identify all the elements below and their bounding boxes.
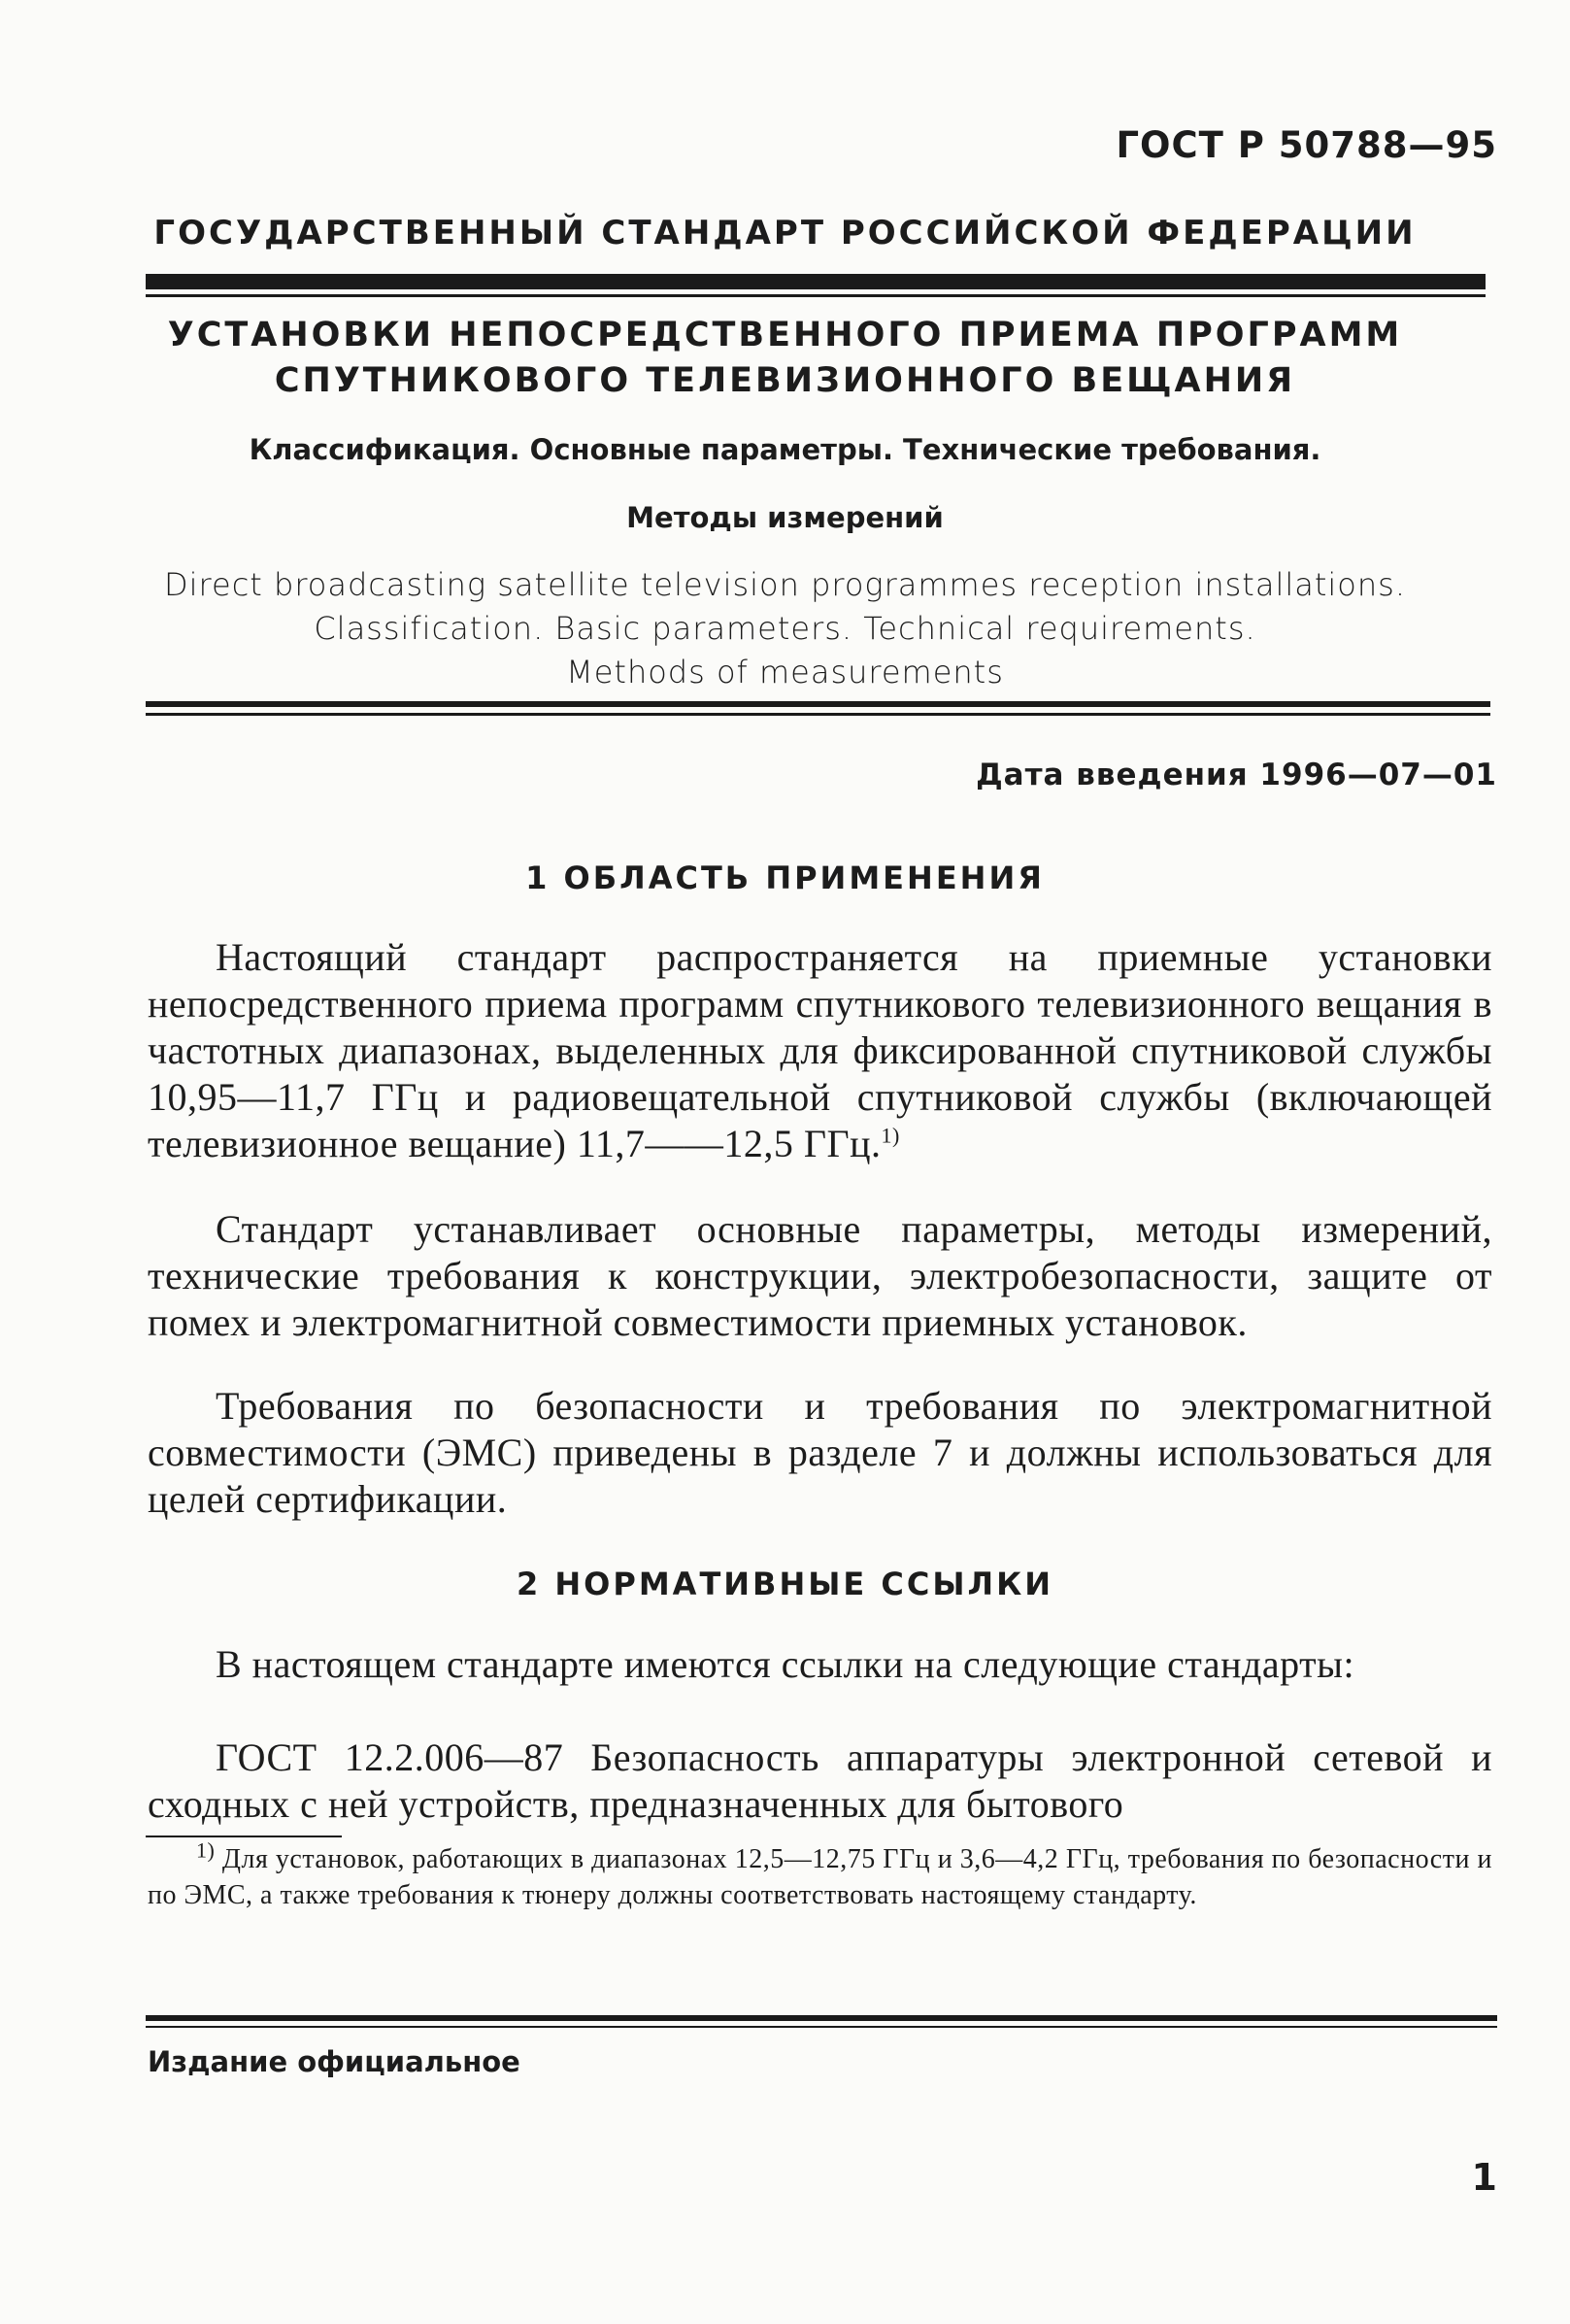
english-title-line-1: Direct broadcasting satellite television programmes reception installations.: [164, 566, 1406, 603]
section-2-paragraph-2: ГОСТ 12.2.006—87 Безопасность аппаратуры электронной сетевой и сходных с ней устройств, предназначенных для бытового: [148, 1735, 1492, 1826]
subtitle-line-2: Методы измерений: [626, 501, 944, 534]
header-rule-thick: [146, 274, 1486, 289]
footnote-reference: 1): [881, 1123, 900, 1148]
document-title-line-2: СПУТНИКОВОГО ТЕЛЕВИЗИОННОГО ВЕЩАНИЯ: [274, 361, 1296, 400]
edition-label: Издание официальное: [148, 2045, 520, 2078]
footer-rule-thin: [146, 2026, 1497, 2028]
section-2-heading: 2 НОРМАТИВНЫЕ ССЫЛКИ: [516, 1566, 1054, 1602]
paragraph-text: Настоящий стандарт распространяется на приемные установки непосредственного приема программ спутникового телевизионного вещания в частотных диапазонах, выделенных для фиксированной спутниковой службы 10,95—11,7 ГГц и радиовещательной спутниковой службы (включающей телевизионное вещание) 11,7——12,5 ГГц.: [148, 935, 1492, 1165]
footnote-rule: [146, 1836, 342, 1837]
section-1-paragraph-2: Стандарт устанавливает основные параметры, методы измерений, технические требования к конструкции, электробезопасности, защите от помех и электромагнитной совместимости приемных установок.: [148, 1207, 1492, 1344]
title-rule-thick: [146, 701, 1490, 707]
header-rule-thin: [146, 294, 1486, 297]
introduction-date: Дата введения 1996—07—01: [976, 758, 1497, 792]
footnote-text: Для установок, работающих в диапазонах 12,5—12,75 ГГц и 3,6—4,2 ГГц, требования по безопасности и по ЭМС, а также требования к тюнеру должны соответствовать настоящему стандарту.: [148, 1844, 1492, 1910]
section-1-paragraph-3: Требования по безопасности и требования по электромагнитной совместимости (ЭМС) приведены в разделе 7 и должны использоваться для целей сертификации.: [148, 1384, 1492, 1521]
footnote-marker: 1): [196, 1837, 216, 1863]
document-title-line-1: УСТАНОВКИ НЕПОСРЕДСТВЕННОГО ПРИЕМА ПРОГРАММ: [167, 316, 1403, 354]
english-title-line-3: Methods of measurements: [566, 654, 1004, 690]
section-1-heading: 1 ОБЛАСТЬ ПРИМЕНЕНИЯ: [525, 859, 1045, 896]
subtitle-line-1: Классификация. Основные параметры. Технические требования.: [249, 433, 1321, 466]
agency-title: ГОСУДАРСТВЕННЫЙ СТАНДАРТ РОССИЙСКОЙ ФЕДЕРАЦИИ: [153, 214, 1417, 253]
section-1-paragraph-1: [148, 934, 1492, 1167]
title-rule-thin: [146, 713, 1490, 716]
footnote: [148, 1837, 1492, 1913]
section-2-paragraph-1: В настоящем стандарте имеются ссылки на следующие стандарты:: [216, 1642, 1355, 1686]
standard-number: ГОСТ Р 50788—95: [1116, 124, 1497, 166]
footer-rule-thick: [146, 2015, 1497, 2021]
page-number: 1: [1471, 2156, 1497, 2199]
english-title-line-2: Classification. Basic parameters. Technical requirements.: [314, 610, 1256, 647]
